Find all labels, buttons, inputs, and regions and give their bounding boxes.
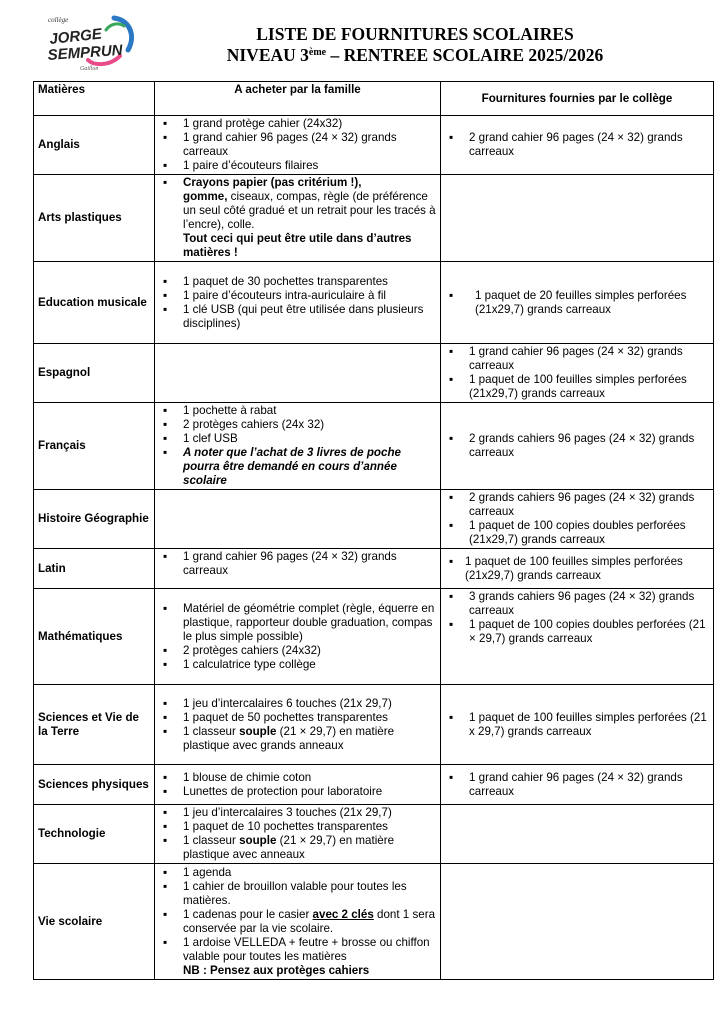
item-text: (21 × 29,7) en matière plastique avec anneaux [183, 834, 395, 861]
list-item: ▪ 1 paquet de 100 feuilles simples perforées (21x29,7) grands carreaux [445, 555, 709, 583]
college-cell [441, 685, 714, 765]
list-item: ▪ 1 grand cahier 96 pages (24 × 32) grands carreaux [445, 771, 709, 799]
item-text: 1 cadenas pour le casier [183, 907, 313, 921]
list-item: ▪ 3 grands cahiers 96 pages (24 × 32) grands carreaux [445, 590, 709, 618]
subject-cell: Education musicale [34, 262, 155, 344]
subject-cell: Mathématiques [34, 589, 155, 685]
college-logo-graphic [44, 10, 138, 72]
family-cell [155, 549, 441, 589]
list-item: ▪ 1 paquet de 100 copies doubles perforées (21 × 29,7) grands carreaux [445, 618, 709, 646]
list-item: ▪ 1 grand cahier 96 pages (24 × 32) grands carreaux [159, 550, 436, 578]
list-item: ▪ 1 jeu d’intercalaires 3 touches (21x 29,7) [159, 806, 436, 820]
list-item: ▪ 1 calculatrice type collège [159, 658, 436, 672]
family-cell [155, 344, 441, 403]
title-line-2 [150, 45, 680, 66]
bold-text: Crayons papier (pas critérium !), [183, 176, 362, 189]
list-item: ▪ 1 paquet de 100 copies doubles perforées (21x29,7) grands carreaux [445, 519, 709, 547]
subject-cell: Anglais [34, 116, 155, 175]
subject-cell: Vie scolaire [34, 864, 155, 980]
logo-top-text: collège [48, 16, 69, 24]
list-item: ▪ 1 clef USB [159, 432, 436, 446]
college-cell [441, 344, 714, 403]
college-cell [441, 116, 714, 175]
family-cell [155, 765, 441, 805]
list-item: ▪ 1 paquet de 50 pochettes transparentes [159, 711, 436, 725]
item-text: 1 classeur [183, 724, 240, 738]
title-line-1: LISTE DE FOURNITURES SCOLAIRES [256, 24, 574, 44]
list-item: ▪ 2 grands cahiers 96 pages (24 × 32) grands carreaux [445, 432, 709, 460]
bold-text: souple [239, 724, 277, 738]
subject-cell: Histoire Géographie [34, 490, 155, 549]
bold-note: Tout ceci qui peut être utile dans d’autres matières ! [183, 232, 412, 259]
family-cell [155, 116, 441, 175]
list-item: ▪ 1 clé USB (qui peut être utilisée dans plusieurs disciplines) [159, 303, 436, 331]
title-year: – RENTREE SCOLAIRE 2025/2026 [326, 45, 604, 65]
list-item: ▪ 1 paquet de 100 feuilles simples perforées (21 x 29,7) grands carreaux [445, 711, 709, 739]
table-row [34, 864, 714, 980]
table-row [34, 765, 714, 805]
table-row [34, 549, 714, 589]
list-item: ▪ 1 grand protège cahier (24x32) [159, 117, 436, 131]
college-cell [441, 403, 714, 490]
item-text: 1 classeur [183, 834, 240, 847]
list-item-note: ▪ A noter que l’achat de 3 livres de poche pourra être demandé en cours d’année scolaire [159, 446, 436, 488]
family-cell [155, 685, 441, 765]
list-item: ▪ 1 pochette à rabat [159, 404, 436, 418]
table-row [34, 262, 714, 344]
list-item: ▪ 1 paire d’écouteurs filaires [159, 159, 436, 173]
list-item: ▪ 2 protèges cahiers (24x 32) [159, 418, 436, 432]
table-header-row [34, 82, 714, 116]
page-title [150, 24, 680, 66]
list-item: ▪ 1 paquet de 10 pochettes transparentes [159, 820, 436, 834]
table-row [34, 403, 714, 490]
college-cell [441, 549, 714, 589]
item-text: dont 1 sera conservée par la vie scolaire. [183, 907, 436, 935]
subject-cell: Latin [34, 549, 155, 589]
logo-bottom-text: Gaillon [80, 66, 99, 72]
list-item: ▪ 1 paire d’écouteurs intra-auriculaire à fil [159, 289, 436, 303]
list-item [159, 725, 436, 753]
list-item: ▪ 1 grand cahier 96 pages (24 × 32) grands carreaux [159, 131, 436, 159]
header-college: Fournitures fournies par le collège [441, 82, 714, 116]
list-item: ▪ 1 ardoise VELLEDA + feutre + brosse ou chiffon valable pour toutes les matières [159, 936, 436, 964]
subject-cell: Arts plastiques [34, 175, 155, 262]
family-cell [155, 403, 441, 490]
subject-cell: Français [34, 403, 155, 490]
family-cell [155, 589, 441, 685]
list-item: ▪ Matériel de géométrie complet (règle, équerre en plastique, rapporteur double graduation, compas le plus simple possible) [159, 602, 436, 644]
supplies-table [33, 81, 714, 980]
list-item: ▪ 1 agenda [159, 866, 436, 880]
subject-cell: Espagnol [34, 344, 155, 403]
college-cell [441, 864, 714, 980]
list-item: ▪ 2 grands cahiers 96 pages (24 × 32) grands carreaux [445, 491, 709, 519]
subject-cell: Sciences physiques [34, 765, 155, 805]
subject-cell: Sciences et Vie de la Terre [34, 685, 155, 765]
bold-text: souple [239, 834, 277, 847]
college-cell [441, 765, 714, 805]
family-cell [155, 864, 441, 980]
family-cell [155, 490, 441, 549]
list-item: ▪ 1 blouse de chimie coton [159, 771, 436, 785]
list-item [159, 176, 436, 260]
svg-text:SEMPRUN: SEMPRUN [47, 41, 124, 64]
table-row [34, 589, 714, 685]
family-cell [155, 805, 441, 864]
college-cell [441, 589, 714, 685]
header-subject: Matières [34, 82, 155, 116]
college-cell [441, 805, 714, 864]
title-level: NIVEAU 3 [226, 45, 309, 65]
list-item: ▪ 1 paquet de 20 feuilles simples perforées (21x29,7) grands carreaux [445, 289, 709, 317]
subject-cell: Technologie [34, 805, 155, 864]
list-item: ▪ 1 paquet de 30 pochettes transparentes [159, 275, 436, 289]
list-item: ▪ 1 grand cahier 96 pages (24 × 32) grands carreaux [445, 345, 709, 373]
college-cell [441, 175, 714, 262]
table-row [34, 805, 714, 864]
college-logo [44, 10, 138, 72]
college-cell [441, 262, 714, 344]
list-item: ▪ 2 protèges cahiers (24x32) [159, 644, 436, 658]
svg-text:JORGE: JORGE [48, 25, 103, 48]
table-row [34, 490, 714, 549]
table-row [34, 685, 714, 765]
list-item: ▪ 1 jeu d’intercalaires 6 touches (21x 29,7) [159, 697, 436, 711]
list-item: ▪ 2 grand cahier 96 pages (24 × 32) grands carreaux [445, 131, 709, 159]
table-row [34, 344, 714, 403]
list-item: ▪ 1 cahier de brouillon valable pour toutes les matières. [159, 880, 436, 908]
item-text: ciseaux, compas, règle (de préférence un seul côté gradué et un retrait pour les tracés à l’encre), colle. [183, 190, 436, 231]
underlined-text: avec 2 clés [312, 907, 374, 921]
header-family: A acheter par la famille [155, 82, 441, 116]
list-item: ▪ 1 paquet de 100 feuilles simples perforées (21x29,7) grands carreaux [445, 373, 709, 401]
list-item: ▪ Lunettes de protection pour laboratoire [159, 785, 436, 799]
college-cell [441, 490, 714, 549]
family-cell [155, 175, 441, 262]
bold-text: gomme, [183, 190, 228, 203]
nb-note: NB : Pensez aux protèges cahiers [183, 963, 370, 977]
item-text: (21 × 29,7) en matière plastique avec grands anneaux [183, 724, 395, 752]
list-item [159, 908, 436, 936]
table-row [34, 116, 714, 175]
title-level-sup: ème [308, 47, 327, 58]
list-item [159, 834, 436, 862]
family-cell [155, 262, 441, 344]
table-row [34, 175, 714, 262]
